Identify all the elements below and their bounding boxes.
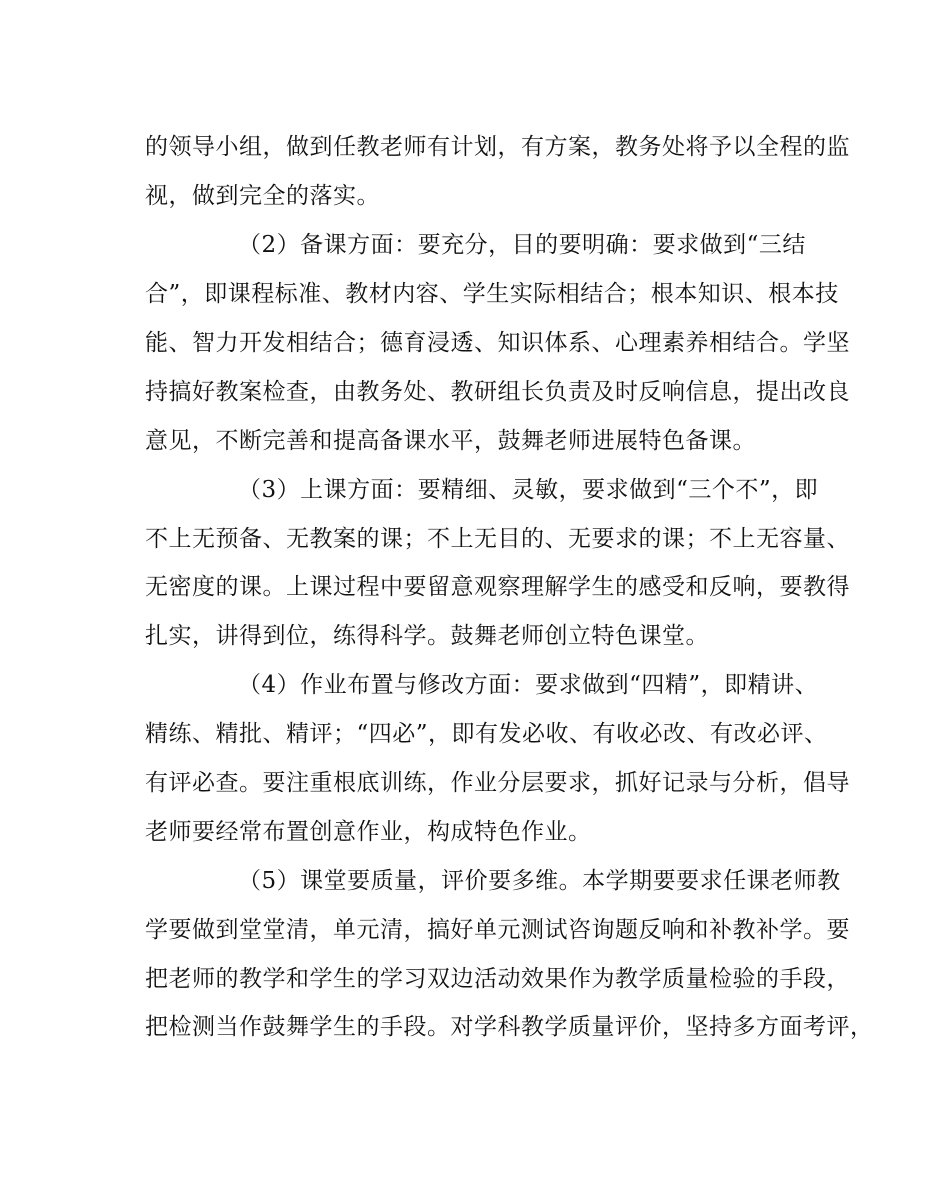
body-line: 把老师的教学和学生的学习双边活动效果作为教学质量检验的手段， [145,966,850,992]
body-line: 有评必查。要注重根底训练，作业分层要求，抓好记录与分析，倡导 [145,770,850,796]
body-line: 意见，不断完善和提高备课水平，鼓舞老师进展特色备课。 [145,428,756,454]
body-line: 持搞好教案检查，由教务处、教研组长负责及时反响信息，提出改良 [145,379,850,405]
paragraph-lead-line: （5）课堂要质量，评价要多维。本学期要要求任课老师教 [238,868,841,894]
body-line: 视，做到完全的落实。 [145,183,380,209]
body-line: 无密度的课。上课过程中要留意观察理解学生的感受和反响，要教得 [145,574,850,600]
body-line: 老师要经常布置创意作业，构成特色作业。 [145,819,592,845]
paragraph-lead-line: （4）作业布置与修改方面：要求做到“四精”，即精讲、 [238,672,819,698]
body-line: 合”，即课程标准、教材内容、学生实际相结合；根本知识、根本技 [145,281,839,307]
body-line: 能、智力开发相结合；德育浸透、知识体系、心理素养相结合。学坚 [145,330,850,356]
body-line: 的领导小组，做到任教老师有计划，有方案，教务处将予以全程的监 [145,134,850,160]
body-line: 学要做到堂堂清，单元清，搞好单元测试咨询题反响和补教补学。要 [145,917,850,943]
body-line: 不上无预备、无教案的课；不上无目的、无要求的课；不上无容量、 [145,526,850,552]
body-line: 扎实，讲得到位，练得科学。鼓舞老师创立特色课堂。 [145,623,709,649]
body-line: 把检测当作鼓舞学生的手段。对学科教学质量评价，坚持多方面考评， [145,1014,874,1040]
paragraph-lead-line: （3）上课方面：要精细、灵敏，要求做到“三个不”，即 [238,477,819,503]
body-line: 精练、精批、精评；“四必”，即有发必收、有收必改、有改必评、 [145,721,828,747]
paragraph-lead-line: （2）备课方面：要充分，目的要明确：要求做到“三结 [238,232,806,258]
